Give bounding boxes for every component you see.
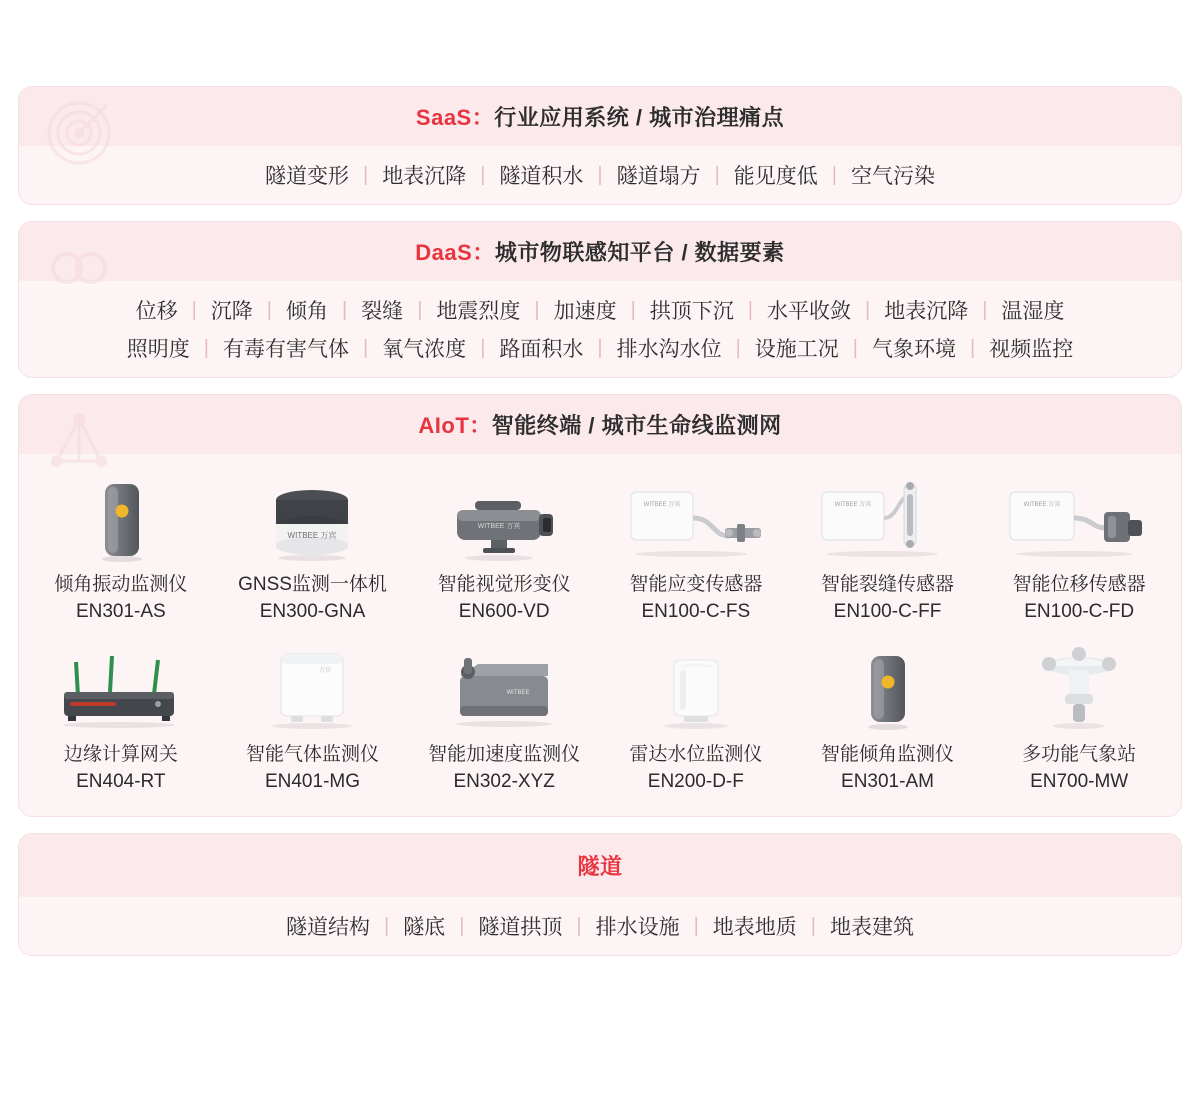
device-name: 多功能气象站 xyxy=(1022,744,1137,766)
tag-separator: | xyxy=(341,298,348,321)
device-name: 智能位移传感器 xyxy=(1012,574,1146,595)
tag-row xyxy=(19,146,1181,204)
tag-separator: | xyxy=(810,914,816,937)
layer-title-tunnel-text: 隧道 xyxy=(577,854,623,880)
svg-text:WITBEE 万宾: WITBEE 万宾 xyxy=(477,523,521,530)
layer-title-band-saas xyxy=(19,87,1181,146)
tag-item: 沉降 xyxy=(210,300,253,323)
tag-item: 地震烈度 xyxy=(436,300,521,323)
device-card[interactable] xyxy=(217,634,409,798)
device-card[interactable] xyxy=(983,464,1175,628)
tag-row xyxy=(19,329,1181,377)
device-card[interactable] xyxy=(600,634,792,798)
tag-row xyxy=(19,897,1181,955)
tag-item: 氧气浓度 xyxy=(382,338,467,361)
tag-separator: | xyxy=(480,163,486,186)
infinity-icon xyxy=(43,232,115,304)
device-name: 智能加速度监测仪 xyxy=(428,744,581,766)
device-model: EN302-XYZ xyxy=(453,770,555,792)
gas-monitor-icon xyxy=(232,640,392,736)
device-grid xyxy=(19,454,1181,816)
device-model: EN404-RT xyxy=(76,770,166,792)
tag-item: 照明度 xyxy=(126,338,190,361)
strain-sensor-icon xyxy=(616,470,776,566)
layer-title-band-aiot xyxy=(19,395,1181,454)
tag-item: 地表地质 xyxy=(712,916,797,940)
tag-item: 倾角 xyxy=(285,300,328,323)
layer-panel-tunnel xyxy=(18,833,1182,956)
edge-gateway-icon xyxy=(41,640,201,736)
gnss-receiver-icon xyxy=(232,470,392,566)
tag-item: 隧道积水 xyxy=(499,165,584,188)
device-card[interactable] xyxy=(25,464,217,628)
tag-item: 地表建筑 xyxy=(830,916,914,940)
tag-separator: | xyxy=(970,336,976,359)
tag-row xyxy=(19,281,1181,329)
tag-item: 隧道结构 xyxy=(285,916,370,940)
tag-separator: | xyxy=(982,298,988,321)
tilt-monitor-icon xyxy=(807,640,967,736)
tag-item: 温湿度 xyxy=(1001,300,1065,323)
tag-separator: | xyxy=(576,914,582,937)
tag-item: 设施工况 xyxy=(754,338,839,361)
tag-separator: | xyxy=(203,336,209,359)
tag-item: 位移 xyxy=(135,300,178,323)
tag-item: 气象环境 xyxy=(872,338,956,361)
device-name: 边缘计算网关 xyxy=(63,744,178,766)
vision-camera-icon xyxy=(424,470,584,566)
device-model: EN301-AM xyxy=(841,770,934,792)
device-model: EN100-C-FF xyxy=(833,600,942,622)
tag-item: 拱顶下沉 xyxy=(649,300,734,323)
tag-separator: | xyxy=(747,298,753,321)
layer-prefix-saas: SaaS： xyxy=(415,105,495,130)
device-card[interactable] xyxy=(25,634,217,798)
device-model: EN100-C-FS xyxy=(641,600,751,622)
tag-item: 能见度低 xyxy=(733,165,818,188)
tag-item: 视频监控 xyxy=(989,338,1074,361)
device-card[interactable] xyxy=(792,464,984,628)
device-card[interactable] xyxy=(408,464,600,628)
tag-separator: | xyxy=(630,298,636,321)
tag-item: 水平收敛 xyxy=(767,300,851,323)
network-nodes-icon xyxy=(43,405,115,477)
device-card[interactable] xyxy=(983,634,1175,798)
tag-separator: | xyxy=(852,336,858,359)
layer-panel-saas xyxy=(18,86,1182,205)
layer-prefix-aiot: AIoT： xyxy=(418,413,492,438)
svg-text:WITBEE 万宾: WITBEE 万宾 xyxy=(643,502,681,508)
tag-separator: | xyxy=(383,914,390,937)
tag-separator: | xyxy=(459,914,465,937)
svg-text:WITBEE 万宾: WITBEE 万宾 xyxy=(1023,502,1061,508)
device-name: 雷达水位监测仪 xyxy=(629,744,763,766)
crack-sensor-icon xyxy=(807,470,967,566)
tag-item: 地表沉降 xyxy=(382,165,467,188)
tag-separator: | xyxy=(417,298,423,321)
device-name: GNSS监测一体机 xyxy=(238,574,387,595)
tag-separator: | xyxy=(735,336,741,359)
svg-text:WITBEE 万宾: WITBEE 万宾 xyxy=(288,531,337,540)
device-name: 智能应变传感器 xyxy=(629,574,763,595)
device-model: EN100-C-FD xyxy=(1024,600,1135,622)
layer-subtitle-daas: 城市物联感知平台 / 数据要素 xyxy=(494,240,785,265)
accelerometer-icon xyxy=(424,640,584,736)
layer-subtitle-saas: 行业应用系统 / 城市治理痛点 xyxy=(494,105,785,130)
svg-text:WITBEE 万宾: WITBEE 万宾 xyxy=(835,502,872,508)
tag-separator: | xyxy=(191,298,197,321)
device-card[interactable] xyxy=(600,464,792,628)
tag-separator: | xyxy=(480,336,486,359)
device-model: EN301-AS xyxy=(75,600,166,622)
device-card[interactable] xyxy=(408,634,600,798)
device-model: EN600-VD xyxy=(458,600,550,622)
target-rings-icon xyxy=(43,97,115,169)
tag-separator: | xyxy=(597,336,603,359)
tag-item: 裂缝 xyxy=(361,300,404,323)
tag-item: 排水设施 xyxy=(595,916,680,940)
tag-item: 地表沉降 xyxy=(884,300,969,323)
layer-prefix-daas: DaaS： xyxy=(415,240,495,265)
displacement-sensor-icon xyxy=(999,470,1159,566)
device-name: 智能倾角监测仪 xyxy=(820,744,954,766)
device-model: EN300-GNA xyxy=(259,600,366,622)
tag-item: 路面积水 xyxy=(499,338,584,361)
tag-separator: | xyxy=(597,163,603,186)
device-card[interactable] xyxy=(792,634,984,798)
tag-separator: | xyxy=(865,298,871,321)
tag-item: 有毒有害气体 xyxy=(222,338,349,361)
tag-item: 隧道拱顶 xyxy=(478,916,563,940)
tag-item: 加速度 xyxy=(553,300,617,323)
radar-water-level-icon xyxy=(616,640,776,736)
device-model: EN401-MG xyxy=(264,770,360,792)
tag-separator: | xyxy=(362,336,369,359)
tag-separator: | xyxy=(693,914,699,937)
tag-separator: | xyxy=(534,298,540,321)
device-name: 智能气体监测仪 xyxy=(245,744,379,766)
tag-separator: | xyxy=(714,163,720,186)
device-name: 智能裂缝传感器 xyxy=(820,574,954,595)
tag-separator: | xyxy=(362,163,369,186)
layer-panel-aiot xyxy=(18,394,1182,817)
tag-item: 隧底 xyxy=(403,916,446,940)
layer-title-aiot xyxy=(19,409,1181,440)
device-name: 倾角振动监测仪 xyxy=(54,574,188,595)
layer-panel-daas xyxy=(18,221,1182,378)
tag-separator: | xyxy=(831,163,837,186)
layer-title-tunnel xyxy=(19,850,1181,881)
device-model: EN700-MW xyxy=(1030,770,1129,792)
tag-item: 隧道变形 xyxy=(264,165,349,188)
layer-title-band-tunnel xyxy=(19,834,1181,897)
tag-separator: | xyxy=(266,298,272,321)
svg-text:万宾: 万宾 xyxy=(319,668,332,675)
layer-title-daas xyxy=(19,236,1181,267)
tag-item: 空气污染 xyxy=(851,165,935,188)
device-name: 智能视觉形变仪 xyxy=(437,574,571,595)
layer-subtitle-aiot: 智能终端 / 城市生命线监测网 xyxy=(491,413,782,438)
svg-text:WITBEE: WITBEE xyxy=(506,690,530,697)
device-model: EN200-D-F xyxy=(647,770,744,792)
device-card[interactable] xyxy=(217,464,409,628)
tag-item: 排水沟水位 xyxy=(616,338,722,361)
tilt-vibration-sensor-icon xyxy=(41,470,201,566)
layer-title-band-daas xyxy=(19,222,1181,281)
weather-station-icon xyxy=(999,640,1159,736)
tag-item: 隧道塌方 xyxy=(616,165,701,188)
layer-title-saas xyxy=(19,101,1181,132)
